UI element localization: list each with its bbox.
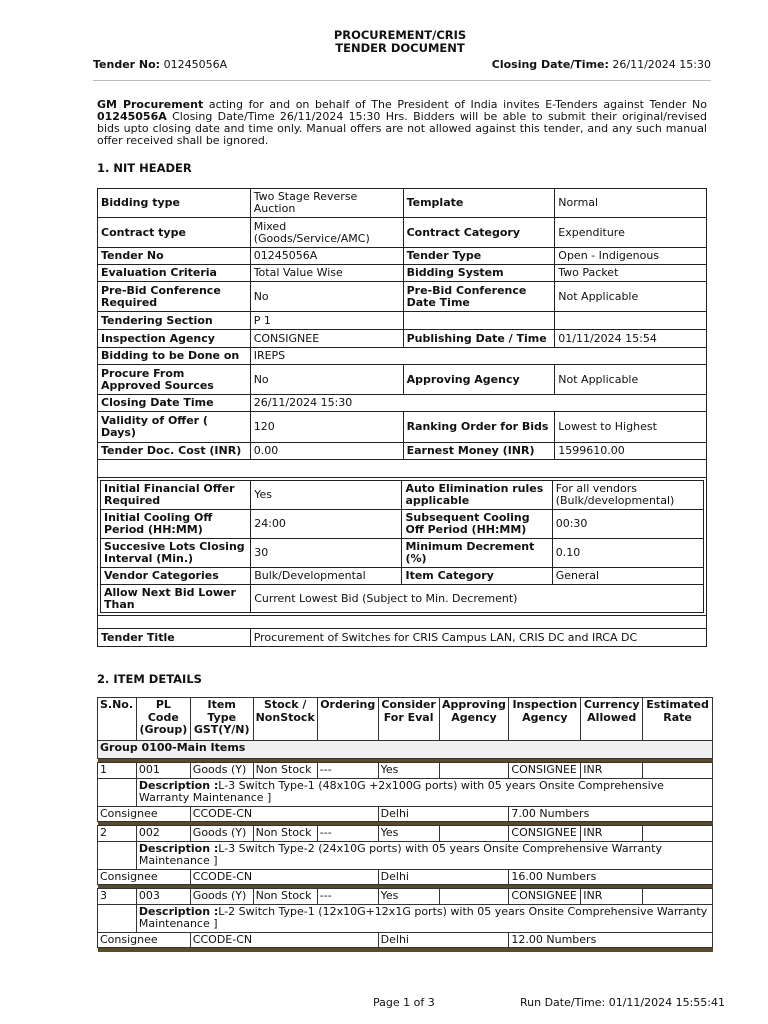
reverse-auction-block bbox=[98, 478, 707, 616]
auto-elimination-value: For all vendors (Bulk/developmental) bbox=[552, 481, 703, 510]
section-title-items: 2. ITEM DETAILS bbox=[97, 672, 202, 686]
consignee-quantity: 7.00 Numbers bbox=[509, 806, 713, 822]
item-currency: INR bbox=[581, 889, 643, 905]
item-details-table bbox=[97, 697, 713, 952]
consignee-row bbox=[98, 869, 713, 885]
item-approving bbox=[439, 763, 509, 779]
item-stock: Non Stock bbox=[253, 763, 317, 779]
vendor-categories-value: Bulk/Developmental bbox=[251, 568, 402, 585]
item-rate bbox=[643, 826, 713, 842]
vendor-categories-label: Vendor Categories bbox=[101, 568, 251, 585]
table-row bbox=[98, 826, 713, 842]
section-title-nit: 1. NIT HEADER bbox=[97, 161, 192, 175]
item-inspection: CONSIGNEE bbox=[509, 763, 581, 779]
bidding-type-label: Bidding type bbox=[98, 189, 251, 218]
title-line-1: PROCUREMENT/CRIS bbox=[333, 28, 467, 42]
col-header-sno: S.No. bbox=[98, 698, 137, 741]
closing-date-value: 26/11/2024 15:30 bbox=[250, 395, 706, 412]
closing-date-label: Closing Date Time bbox=[98, 395, 251, 412]
item-type: Goods (Y) bbox=[190, 889, 253, 905]
procure-approved-label: Procure From Approved Sources bbox=[98, 365, 251, 395]
item-sno: 3 bbox=[98, 889, 137, 905]
item-currency: INR bbox=[581, 763, 643, 779]
tender-no-value: 01245056A bbox=[250, 248, 403, 265]
ranking-order-label: Ranking Order for Bids bbox=[403, 412, 555, 443]
consignee-code: CCODE-CN bbox=[190, 932, 378, 948]
earnest-money-label: Earnest Money (INR) bbox=[403, 443, 555, 460]
tender-title-value: Procurement of Switches for CRIS Campus LAN, CRIS DC and IRCA DC bbox=[250, 629, 706, 647]
item-type: Goods (Y) bbox=[190, 763, 253, 779]
reverse-auction-table bbox=[100, 480, 704, 613]
auto-elimination-label: Auto Elimination rules applicable bbox=[402, 481, 552, 510]
table-row bbox=[98, 763, 713, 779]
consignee-label: Consignee bbox=[98, 806, 191, 822]
item-pl-code: 001 bbox=[136, 763, 190, 779]
tendering-section-label: Tendering Section bbox=[98, 312, 251, 330]
contract-category-label: Contract Category bbox=[403, 218, 555, 248]
table-row bbox=[98, 889, 713, 905]
consignee-row bbox=[98, 932, 713, 948]
next-bid-value: Current Lowest Bid (Subject to Min. Decrement) bbox=[251, 585, 704, 613]
item-sno: 1 bbox=[98, 763, 137, 779]
header-divider bbox=[93, 80, 711, 81]
lots-interval-value: 30 bbox=[251, 539, 402, 568]
initial-offer-label: Initial Financial Offer Required bbox=[101, 481, 251, 510]
validity-value: 120 bbox=[250, 412, 403, 443]
consignee-quantity: 16.00 Numbers bbox=[509, 869, 713, 885]
consignee-quantity: 12.00 Numbers bbox=[509, 932, 713, 948]
publishing-date-label: Publishing Date / Time bbox=[403, 330, 555, 348]
item-separator bbox=[98, 948, 713, 952]
consignee-code: CCODE-CN bbox=[190, 869, 378, 885]
col-header-approving: Approving Agency bbox=[439, 698, 509, 741]
item-inspection: CONSIGNEE bbox=[509, 826, 581, 842]
tender-type-label: Tender Type bbox=[403, 248, 555, 265]
bidding-type-value: Two Stage Reverse Auction bbox=[250, 189, 403, 218]
next-bid-label: Allow Next Bid Lower Than bbox=[101, 585, 251, 613]
item-description: Description :L-2 Switch Type-1 (12x10G+12x1G ports) with 05 years Onsite Comprehensive Warranty Maintenance ] bbox=[136, 904, 712, 932]
item-category-label: Item Category bbox=[402, 568, 552, 585]
title-line-2: TENDER DOCUMENT bbox=[335, 41, 465, 55]
header-info-line bbox=[93, 58, 711, 71]
bidding-system-value: Two Packet bbox=[555, 265, 707, 282]
consignee-code: CCODE-CN bbox=[190, 806, 378, 822]
approving-agency-label: Approving Agency bbox=[403, 365, 555, 395]
evaluation-value: Total Value Wise bbox=[250, 265, 403, 282]
bidding-done-on-label: Bidding to be Done on bbox=[98, 348, 251, 365]
initial-offer-value: Yes bbox=[251, 481, 402, 510]
doc-cost-label: Tender Doc. Cost (INR) bbox=[98, 443, 251, 460]
doc-cost-value: 0.00 bbox=[250, 443, 403, 460]
prebid-date-value: Not Applicable bbox=[555, 282, 707, 312]
intro-paragraph: GM Procurement acting for and on behalf of The President of India invites E-Tenders against Tender No 01245056A Closing Date/Time 26/11/2024 15:30 Hrs. Bidders will be able to submit their original/revised bids upto closing date and time only. Manual offers are not allowed against this tender, and any such manual offer received shall be ignored. bbox=[97, 98, 707, 147]
item-ordering: --- bbox=[317, 889, 378, 905]
evaluation-label: Evaluation Criteria bbox=[98, 265, 251, 282]
contract-type-value: Mixed (Goods/Service/AMC) bbox=[250, 218, 403, 248]
consignee-label: Consignee bbox=[98, 932, 191, 948]
col-header-rate: Estimated Rate bbox=[643, 698, 713, 741]
template-value: Normal bbox=[555, 189, 707, 218]
inspection-agency-label: Inspection Agency bbox=[98, 330, 251, 348]
procure-approved-value: No bbox=[250, 365, 403, 395]
initial-cooling-label: Initial Cooling Off Period (HH:MM) bbox=[101, 510, 251, 539]
item-eval: Yes bbox=[378, 889, 439, 905]
col-header-stock: Stock / NonStock bbox=[253, 698, 317, 741]
lots-interval-label: Succesive Lots Closing Interval (Min.) bbox=[101, 539, 251, 568]
subsequent-cooling-label: Subsequent Cooling Off Period (HH:MM) bbox=[402, 510, 552, 539]
ranking-order-value: Lowest to Highest bbox=[555, 412, 707, 443]
col-header-consider-eval: Consider For Eval bbox=[378, 698, 439, 741]
item-approving bbox=[439, 826, 509, 842]
item-approving bbox=[439, 889, 509, 905]
item-stock: Non Stock bbox=[253, 889, 317, 905]
col-header-inspection: Inspection Agency bbox=[509, 698, 581, 741]
item-pl-code: 002 bbox=[136, 826, 190, 842]
prebid-label: Pre-Bid Conference Required bbox=[98, 282, 251, 312]
consignee-row bbox=[98, 806, 713, 822]
template-label: Template bbox=[403, 189, 555, 218]
item-pl-code: 003 bbox=[136, 889, 190, 905]
prebid-date-label: Pre-Bid Conference Date Time bbox=[403, 282, 555, 312]
item-type: Goods (Y) bbox=[190, 826, 253, 842]
contract-category-value: Expenditure bbox=[555, 218, 707, 248]
consignee-place: Delhi bbox=[378, 806, 509, 822]
item-sno: 2 bbox=[98, 826, 137, 842]
bidding-system-label: Bidding System bbox=[403, 265, 555, 282]
run-datetime: Run Date/Time: 01/11/2024 15:55:41 bbox=[520, 996, 726, 1009]
nit-header-table bbox=[97, 188, 707, 647]
page-number: Page 1 of 3 bbox=[373, 996, 435, 1009]
subsequent-cooling-value: 00:30 bbox=[552, 510, 703, 539]
inspection-agency-value: CONSIGNEE bbox=[250, 330, 403, 348]
bidding-done-on-value: IREPS bbox=[250, 348, 706, 365]
consignee-place: Delhi bbox=[378, 869, 509, 885]
item-description: Description :L-3 Switch Type-2 (24x10G ports) with 05 years Onsite Comprehensive Warranty Maintenance ] bbox=[136, 841, 712, 869]
contract-type-label: Contract type bbox=[98, 218, 251, 248]
item-eval: Yes bbox=[378, 826, 439, 842]
item-rate bbox=[643, 763, 713, 779]
tender-type-value: Open - Indigenous bbox=[555, 248, 707, 265]
nit-spacer-row-2 bbox=[98, 616, 707, 629]
approving-agency-value: Not Applicable bbox=[555, 365, 707, 395]
validity-label: Validity of Offer ( Days) bbox=[98, 412, 251, 443]
earnest-money-value: 1599610.00 bbox=[555, 443, 707, 460]
item-currency: INR bbox=[581, 826, 643, 842]
header-tender-no: Tender No: 01245056A bbox=[93, 58, 228, 71]
item-ordering: --- bbox=[317, 826, 378, 842]
item-inspection: CONSIGNEE bbox=[509, 889, 581, 905]
publishing-date-value: 01/11/2024 15:54 bbox=[555, 330, 707, 348]
prebid-value: No bbox=[250, 282, 403, 312]
col-header-currency: Currency Allowed bbox=[581, 698, 643, 741]
item-ordering: --- bbox=[317, 763, 378, 779]
header-closing: Closing Date/Time: 26/11/2024 15:30 bbox=[491, 58, 711, 71]
item-stock: Non Stock bbox=[253, 826, 317, 842]
tender-title-label: Tender Title bbox=[98, 629, 251, 647]
item-description: Description :L-3 Switch Type-1 (48x10G +2x100G ports) with 05 years Onsite Comprehensive Warranty Maintenance ] bbox=[136, 778, 712, 806]
consignee-place: Delhi bbox=[378, 932, 509, 948]
group-row: Group 0100-Main Items bbox=[98, 741, 713, 759]
tendering-section-value: P 1 bbox=[250, 312, 403, 330]
col-header-item-type: Item Type GST(Y/N) bbox=[190, 698, 253, 741]
initial-cooling-value: 24:00 bbox=[251, 510, 402, 539]
col-header-ordering: Ordering bbox=[317, 698, 378, 741]
tender-no-label: Tender No bbox=[98, 248, 251, 265]
item-rate bbox=[643, 889, 713, 905]
col-header-pl-code: PL Code (Group) bbox=[136, 698, 190, 741]
item-eval: Yes bbox=[378, 763, 439, 779]
item-category-value: General bbox=[552, 568, 703, 585]
min-decrement-value: 0.10 bbox=[552, 539, 703, 568]
consignee-label: Consignee bbox=[98, 869, 191, 885]
document-title bbox=[0, 29, 768, 55]
nit-spacer-row bbox=[98, 460, 707, 478]
min-decrement-label: Minimum Decrement (%) bbox=[402, 539, 552, 568]
